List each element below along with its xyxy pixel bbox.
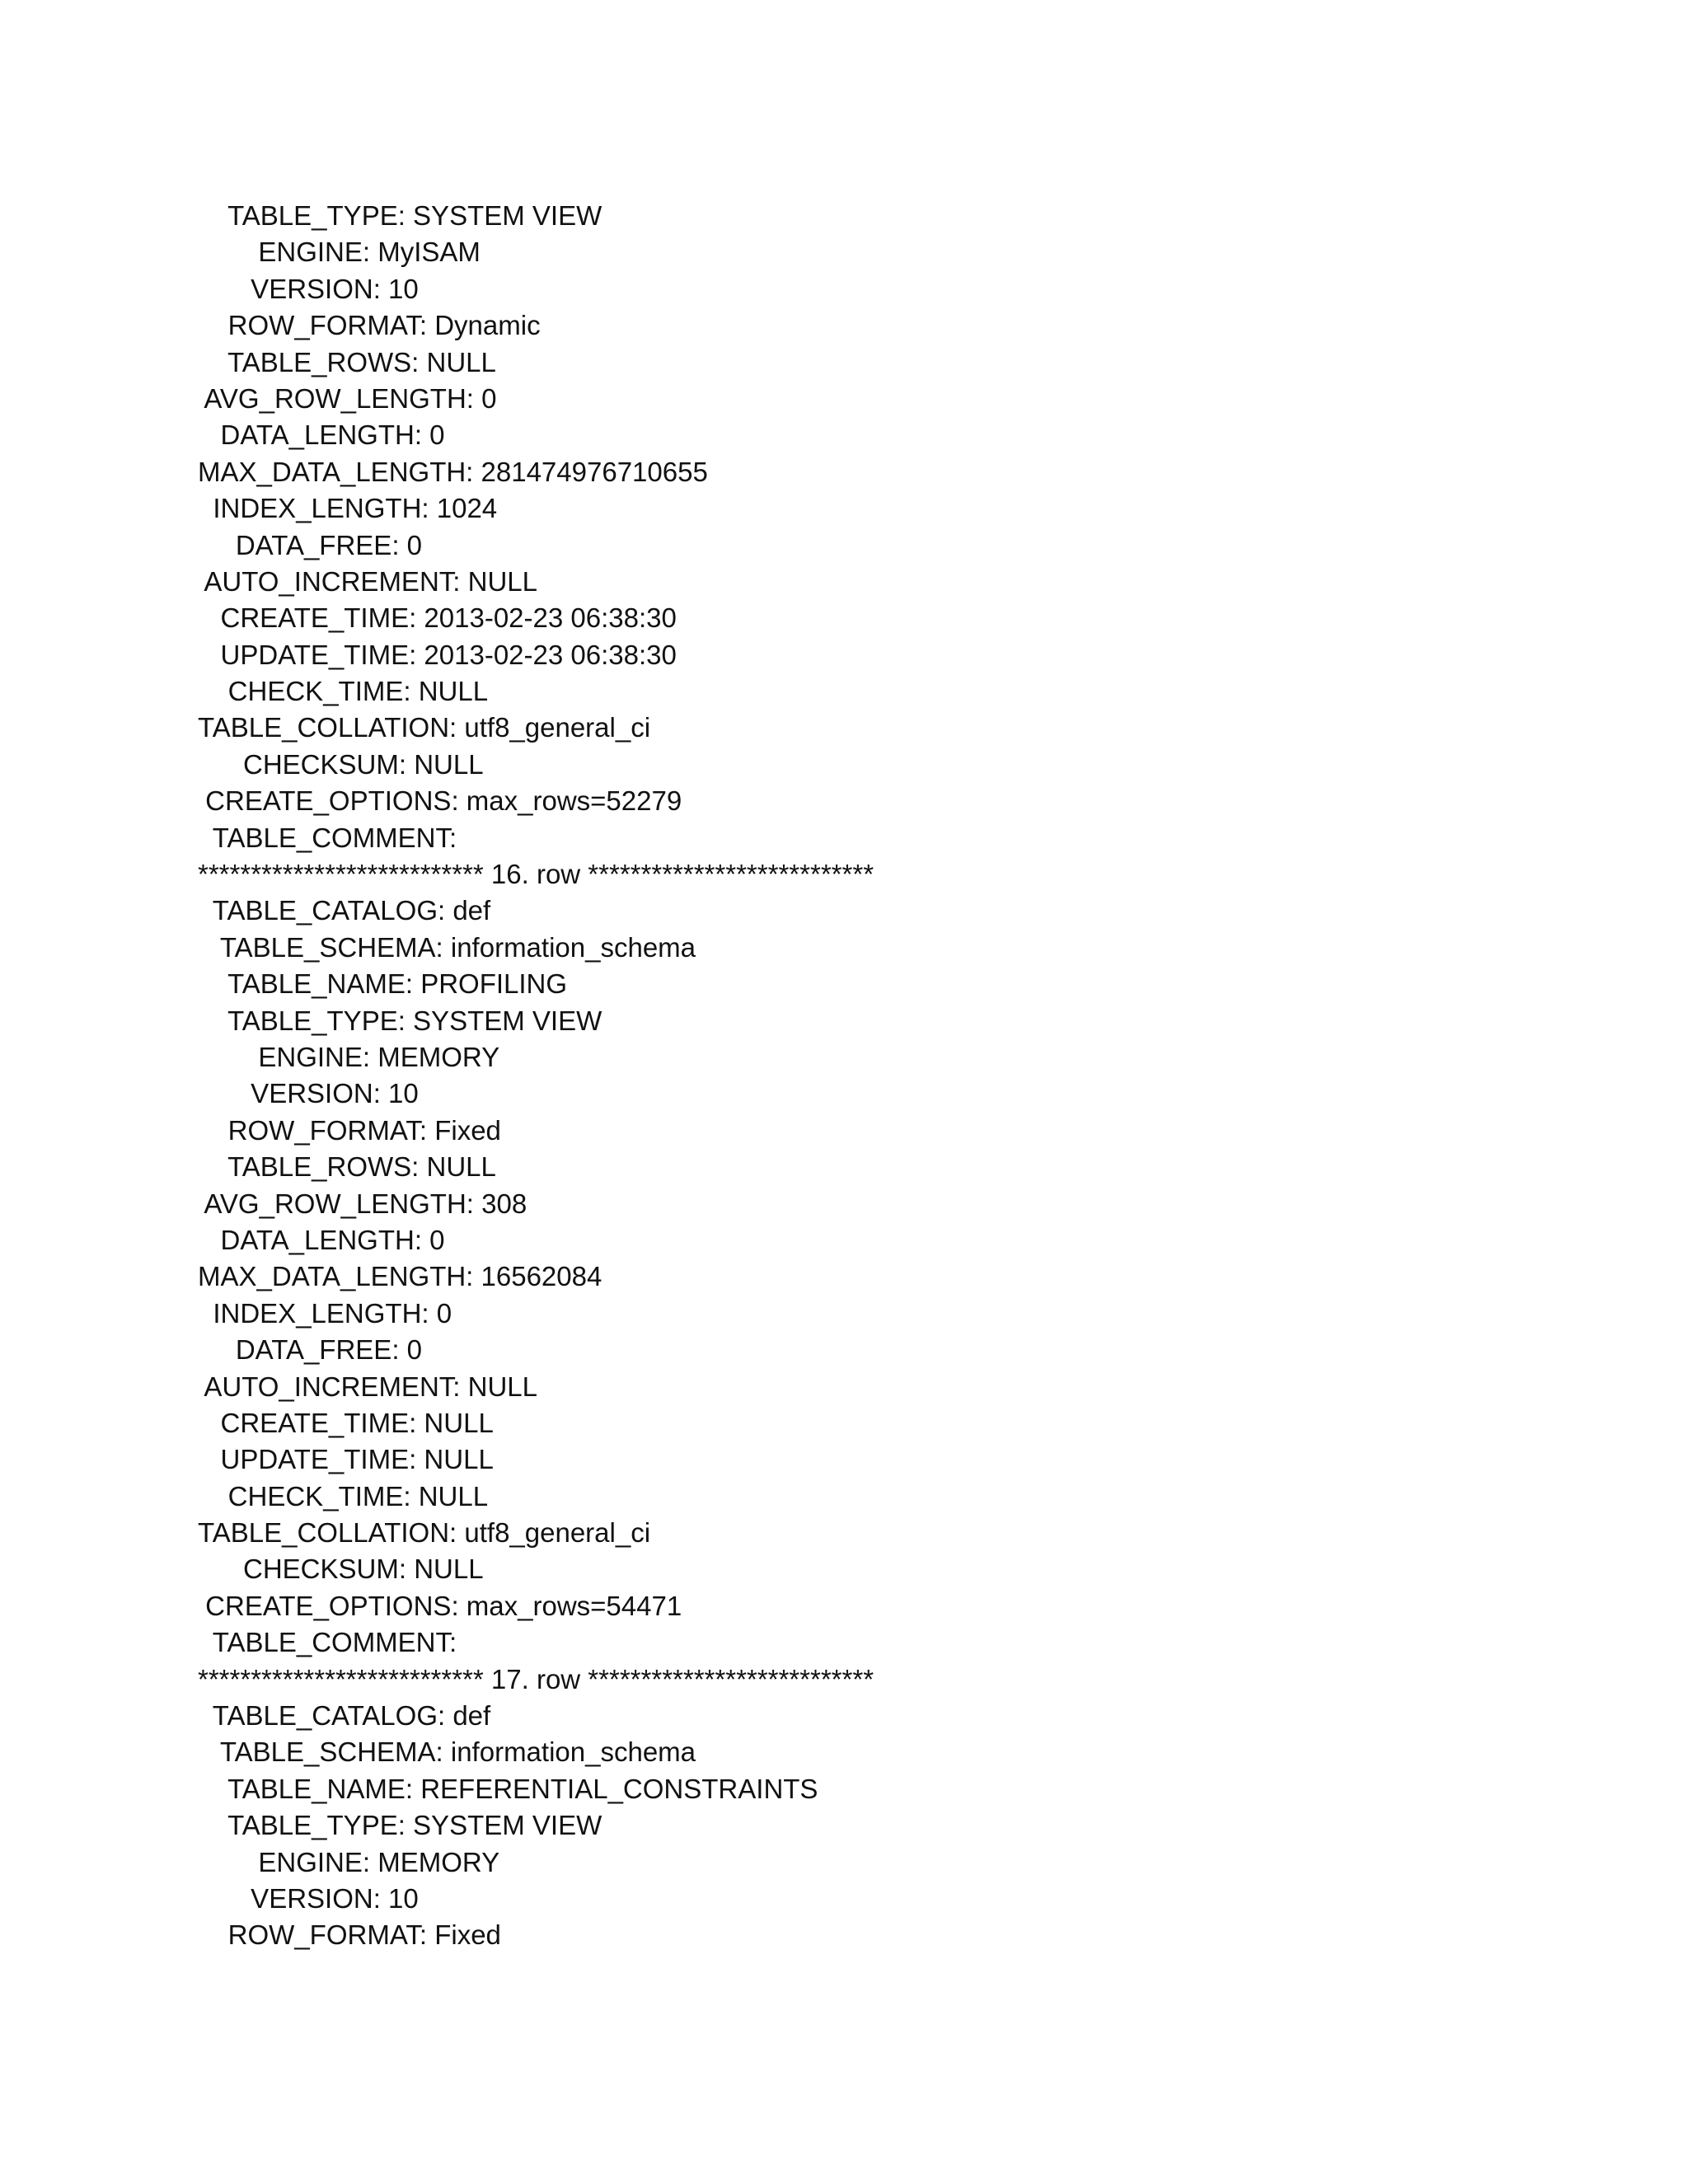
text-line: TABLE_SCHEMA: information_schema <box>198 931 696 963</box>
text-line: DATA_FREE: 0 <box>198 529 423 560</box>
text-line: UPDATE_TIME: 2013-02-23 06:38:30 <box>198 639 677 670</box>
text-line: TABLE_NAME: REFERENTIAL_CONSTRAINTS <box>198 1773 818 1804</box>
text-line: CHECKSUM: NULL <box>198 748 484 780</box>
text-line: ENGINE: MEMORY <box>198 1846 500 1877</box>
text-line: INDEX_LENGTH: 1024 <box>198 493 498 524</box>
text-line: TABLE_ROWS: NULL <box>198 346 496 377</box>
text-line: CREATE_TIME: 2013-02-23 06:38:30 <box>198 602 677 634</box>
text-line: AUTO_INCREMENT: NULL <box>198 565 537 597</box>
text-line: DATA_LENGTH: 0 <box>198 1224 445 1255</box>
text-line: UPDATE_TIME: NULL <box>198 1444 494 1475</box>
text-line: CHECKSUM: NULL <box>198 1554 484 1585</box>
text-line: AVG_ROW_LENGTH: 308 <box>198 1188 528 1219</box>
text-line: VERSION: 10 <box>198 1078 419 1109</box>
text-line: CREATE_TIME: NULL <box>198 1407 494 1438</box>
text-line: TABLE_CATALOG: def <box>198 1700 491 1732</box>
text-line: AVG_ROW_LENGTH: 0 <box>198 382 497 414</box>
text-line: ROW_FORMAT: Dynamic <box>198 310 541 341</box>
text-line: TABLE_CATALOG: def <box>198 895 491 926</box>
text-line: TABLE_COMMENT: <box>198 822 457 853</box>
query-output-text <box>198 198 1599 1954</box>
text-line: TABLE_COLLATION: utf8_general_ci <box>198 712 651 743</box>
text-line: TABLE_COLLATION: utf8_general_ci <box>198 1517 651 1549</box>
text-line: ENGINE: MyISAM <box>198 237 481 268</box>
text-line: TABLE_COMMENT: <box>198 1627 457 1658</box>
text-line: VERSION: 10 <box>198 273 419 304</box>
text-line: MAX_DATA_LENGTH: 281474976710655 <box>198 456 708 487</box>
text-line: TABLE_TYPE: SYSTEM VIEW <box>198 200 603 231</box>
text-line: TABLE_ROWS: NULL <box>198 1151 496 1183</box>
text-line: VERSION: 10 <box>198 1882 419 1914</box>
text-line: TABLE_NAME: PROFILING <box>198 968 568 1000</box>
text-line: ROW_FORMAT: Fixed <box>198 1919 501 1951</box>
text-line: DATA_FREE: 0 <box>198 1334 423 1366</box>
text-line: CREATE_OPTIONS: max_rows=54471 <box>198 1590 682 1621</box>
text-line: *************************** 16. row *************************** <box>198 859 874 890</box>
text-line: CHECK_TIME: NULL <box>198 676 489 707</box>
text-line: CHECK_TIME: NULL <box>198 1480 489 1511</box>
text-line: TABLE_TYPE: SYSTEM VIEW <box>198 1005 603 1036</box>
text-line: ROW_FORMAT: Fixed <box>198 1114 501 1146</box>
text-line: DATA_LENGTH: 0 <box>198 419 445 451</box>
text-line: TABLE_SCHEMA: information_schema <box>198 1736 696 1768</box>
text-line: TABLE_TYPE: SYSTEM VIEW <box>198 1810 603 1841</box>
text-line: ENGINE: MEMORY <box>198 1041 500 1072</box>
text-line: AUTO_INCREMENT: NULL <box>198 1371 537 1402</box>
text-line: INDEX_LENGTH: 0 <box>198 1297 452 1329</box>
text-line: CREATE_OPTIONS: max_rows=52279 <box>198 785 682 817</box>
text-line: *************************** 17. row *************************** <box>198 1663 874 1694</box>
text-line: MAX_DATA_LENGTH: 16562084 <box>198 1261 603 1292</box>
